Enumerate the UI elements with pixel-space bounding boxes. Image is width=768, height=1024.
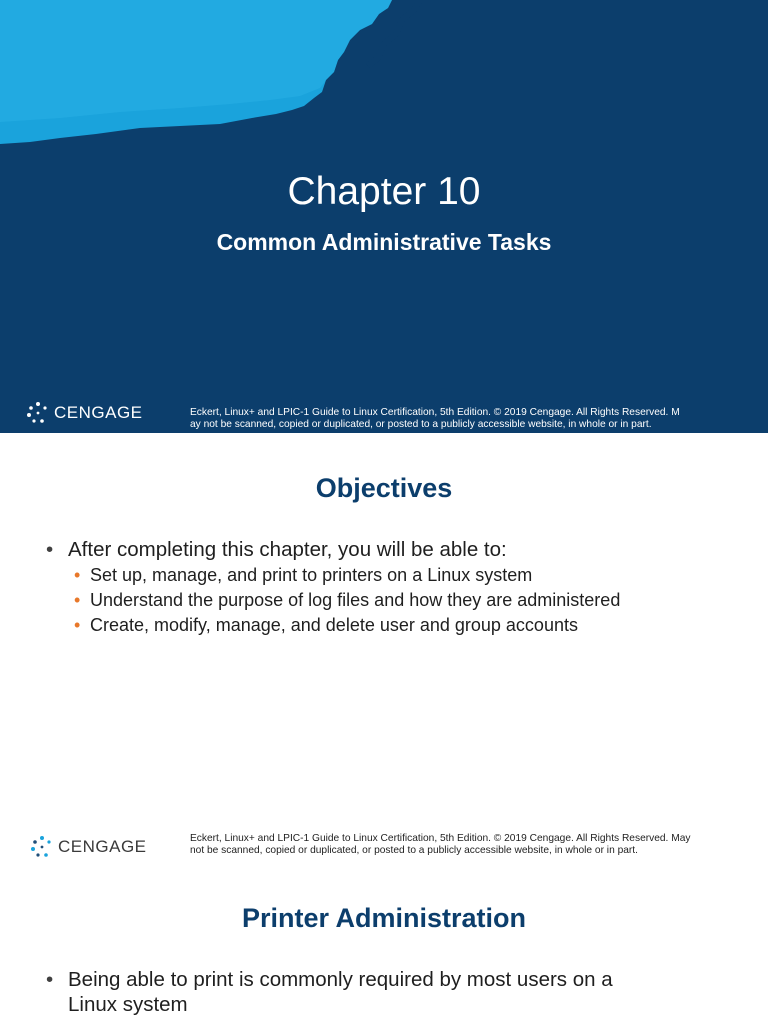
copyright-line: ay not be scanned, copied or duplicated, or posted to a publicly accessible website, in whole or in part. <box>190 418 652 430</box>
chapter-title: Chapter 10 <box>287 170 481 213</box>
slide-heading: Printer Administration <box>241 903 527 933</box>
objectives-slide <box>0 433 768 863</box>
cengage-logo <box>26 401 143 425</box>
cengage-logo <box>30 835 147 859</box>
cengage-logo-icon <box>26 401 50 425</box>
title-slide <box>0 0 768 433</box>
copyright-line: not be scanned, copied or duplicated, or posted to a publicly accessible website, in whole or in part. <box>190 844 638 856</box>
bullet-list <box>46 967 726 1017</box>
bullet-list <box>46 537 746 638</box>
bullet-line: • Being able to print is commonly required by most users on a <box>68 968 613 991</box>
copyright-line: Eckert, Linux+ and LPIC-1 Guide to Linux Certification, 5th Edition. © 2019 Cengage. All Rights Reserved. May <box>190 833 691 844</box>
chapter-subtitle: Common Administrative Tasks <box>216 229 552 255</box>
copyright-notice <box>190 833 750 856</box>
bullet-item <box>46 967 726 1017</box>
cengage-logo-icon <box>30 835 54 859</box>
printer-administration-slide <box>0 863 768 1024</box>
copyright-line: Eckert, Linux+ and LPIC-1 Guide to Linux Certification, 5th Edition. © 2019 Cengage. All Rights Reserved. M <box>190 407 680 418</box>
sub-bullet-item: • Set up, manage, and print to printers on a Linux system <box>46 563 746 588</box>
cengage-logo-text: CENGAGE <box>58 837 147 856</box>
copyright-notice <box>190 407 764 430</box>
sub-bullet-item: • Understand the purpose of log files and how they are administered <box>46 588 746 613</box>
bullet-line: Linux system <box>68 993 188 1016</box>
cengage-logo-text: CENGAGE <box>54 403 143 422</box>
sub-bullet-item: • Create, modify, manage, and delete user and group accounts <box>46 613 746 638</box>
bullet-item: • After completing this chapter, you will be able to: <box>46 537 746 563</box>
slide-heading: Objectives <box>315 473 453 503</box>
